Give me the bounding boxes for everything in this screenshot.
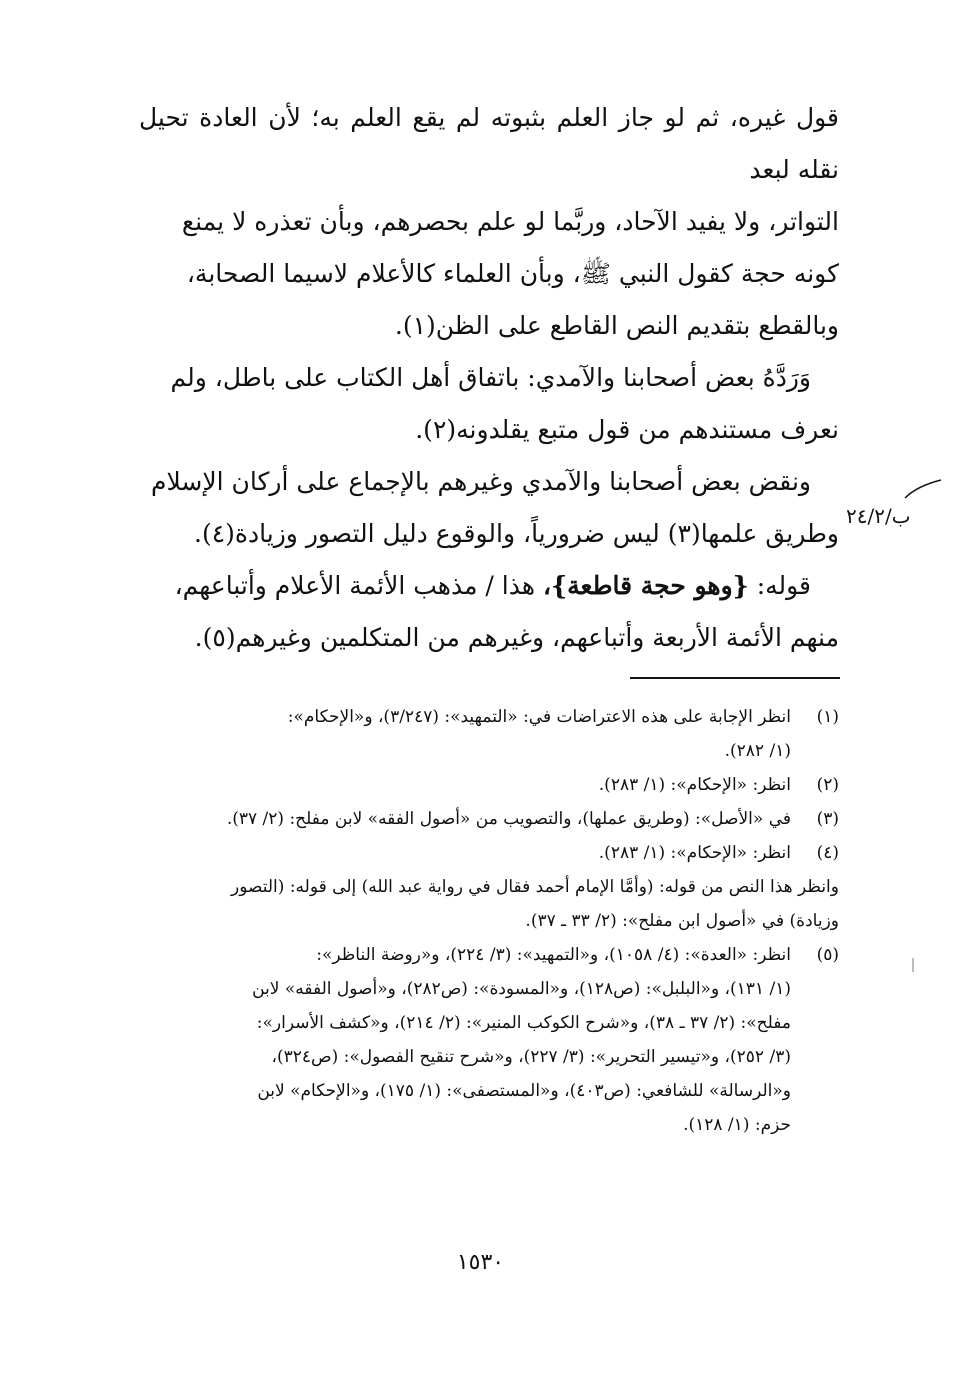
text-line: نعرف مستندهم من قول متبع يقلدونه(٢). <box>415 415 839 444</box>
footnote-line: في «الأصل»: (وطريق عملها)، والتصويب من «أصول الفقه» لابن مفلح: (٢/ ٣٧). <box>226 809 791 829</box>
footnote-number: (٣) <box>816 809 839 829</box>
footnote <box>139 938 839 1142</box>
margin-stroke-icon <box>903 478 943 500</box>
footnote-line: (١/ ٢٨٢). <box>724 741 791 761</box>
footnote-line: (٣/ ٢٥٢)، و«تيسير التحرير»: (٣/ ٢٢٧)، و«شرح تنقيح الفصول»: (ص٣٢٤)، <box>271 1047 791 1067</box>
text-line: التواتر، ولا يفيد الآحاد، وربَّما لو علم بحصرهم، وبأن تعذره لا يمنع <box>181 207 839 236</box>
main-text <box>139 92 839 664</box>
footnote-line: انظر: «الإحكام»: (١/ ٢٨٣). <box>598 775 791 795</box>
footnote-number: (١) <box>816 707 839 727</box>
footnote-number: (٥) <box>816 945 839 965</box>
footnote-line: انظر: «الإحكام»: (١/ ٢٨٣). <box>598 843 791 863</box>
text-line: وَرَدَّهُ بعض أصحابنا والآمدي: باتفاق أهل الكتاب على باطل، ولم <box>170 363 811 392</box>
footnote-number: (٢) <box>816 775 839 795</box>
text-line: منهم الأئمة الأربعة وأتباعهم، وغيرهم من المتكلمين وغيرهم(٥). <box>194 623 839 652</box>
footnote-line: (١/ ١٣١)، و«البلبل»: (ص١٢٨)، و«المسودة»: (ص٢٨٢)، و«أصول الفقه» لابن <box>252 979 791 999</box>
footnote <box>139 768 839 802</box>
footnote-continuation <box>139 870 839 938</box>
paragraph-3 <box>139 456 839 560</box>
footnote-line: وانظر هذا النص من قوله: (وأمَّا الإمام أحمد فقال في رواية عبد الله) إلى قوله: (التصور <box>231 877 839 897</box>
text-line: قول غيره، ثم لو جاز العلم بثبوته لم يقع العلم به؛ لأن العادة تحيل نقله لبعد <box>139 103 839 184</box>
footnotes <box>139 700 839 1142</box>
footnote <box>139 836 839 870</box>
footnote-line: و«الرسالة» للشافعي: (ص٤٠٣)، و«المستصفى»: (١/ ١٧٥)، و«الإحكام» لابن <box>257 1081 791 1101</box>
footnote-line: وزيادة) في «أصول ابن مفلح»: (٢/ ٣٣ ـ ٣٧). <box>525 911 839 931</box>
footnote-divider <box>630 677 840 679</box>
text-lead: قوله: <box>756 571 811 600</box>
footnote <box>139 802 839 836</box>
quoted-text: {وهو حجة قاطعة}، <box>543 571 749 600</box>
footnote-line: انظر: «العدة»: (٤/ ١٠٥٨)، و«التمهيد»: (٣/ ٢٢٤)، و«روضة الناظر»: <box>316 945 791 965</box>
page-number: ١٥٣٠ <box>456 1250 505 1275</box>
text-line: كونه حجة كقول النبي ﷺ، وبأن العلماء كالأعلام لاسيما الصحابة، <box>186 259 839 288</box>
footnote <box>139 700 839 768</box>
text-line: وبالقطع بتقديم النص القاطع على الظن(١). <box>394 311 839 340</box>
paragraph-4 <box>139 560 839 664</box>
margin-folio-note: ب/٢٤/٢ <box>846 504 911 528</box>
paragraph-1 <box>139 92 839 352</box>
text-line: وطريق علمها(٣) ليس ضرورياً، والوقوع دليل التصور وزيادة(٤). <box>194 519 839 548</box>
footnote-line: مفلح»: (٢/ ٣٧ ـ ٣٨)، و«شرح الكوكب المنير»: (٢/ ٢١٤)، و«كشف الأسرار»: <box>256 1013 791 1033</box>
scan-mark <box>912 958 914 972</box>
text-line: ونقض بعض أصحابنا والآمدي وغيرهم بالإجماع على أركان الإسلام <box>151 467 811 496</box>
footnote-line: انظر الإجابة على هذه الاعتراضات في: «التمهيد»: (٣/٢٤٧)، و«الإحكام»: <box>287 707 791 727</box>
text-line: هذا / مذهب الأئمة الأعلام وأتباعهم، <box>174 571 536 600</box>
footnote-line: حزم: (١/ ١٢٨). <box>683 1115 791 1135</box>
paragraph-2 <box>139 352 839 456</box>
footnote-number: (٤) <box>816 843 839 863</box>
